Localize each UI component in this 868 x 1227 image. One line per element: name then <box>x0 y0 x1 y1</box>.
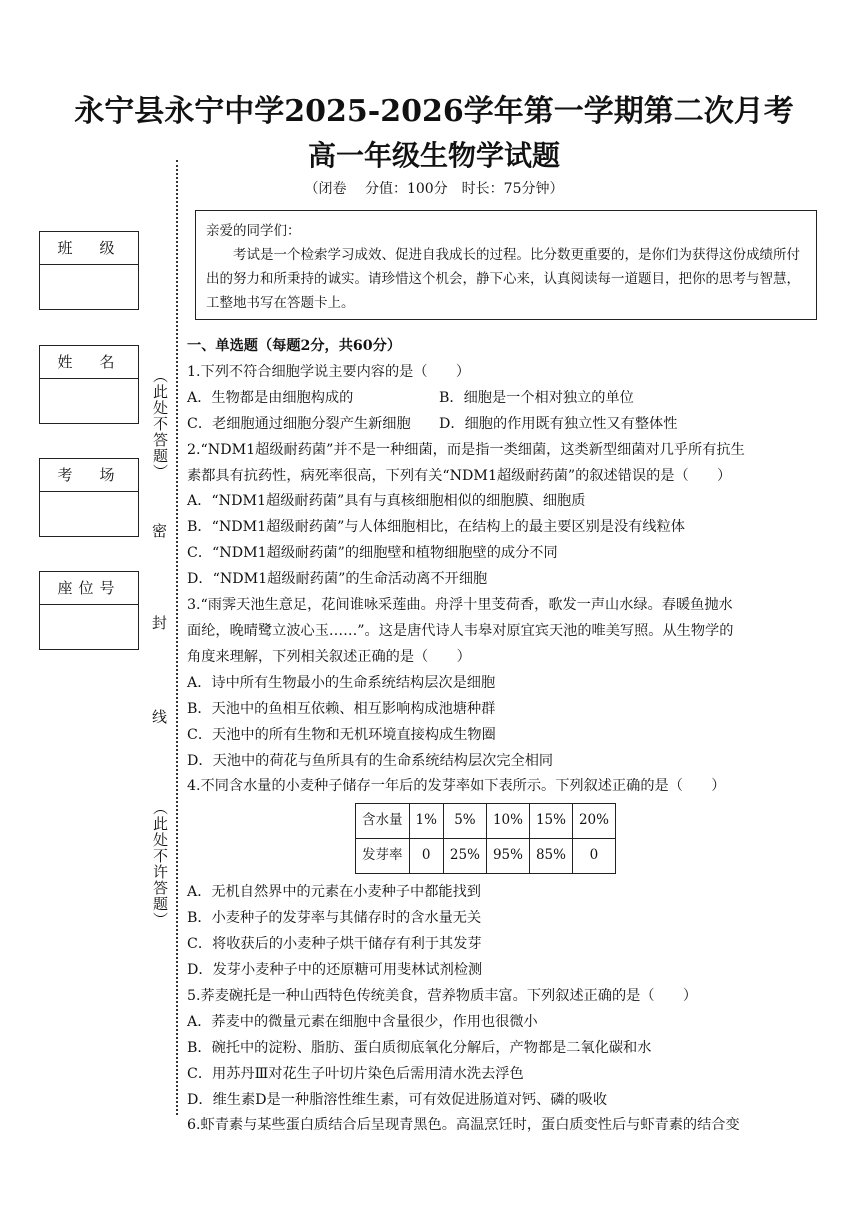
class-label: 班 级 <box>40 232 138 265</box>
seal-char-feng: 封 <box>152 614 168 632</box>
q5-stem: 5.荞麦碗托是一种山西特色传统美食，营养物质丰富。下列叙述正确的是（ ） <box>187 987 698 1004</box>
name-field[interactable] <box>40 379 138 423</box>
q3-stem-line1: 3.“雨霁天池生意足，花间谁咏采莲曲。舟浮十里芰荷香，歌发一声山水绿。春暖鱼抛水 <box>187 597 733 614</box>
q2-stem-line2: 素都具有抗药性，病死率很高，下列有关“NDM1超级耐药菌”的叙述错误的是（ ） <box>187 467 732 484</box>
seat-label: 座位号 <box>40 572 138 605</box>
seal-char-mi: 密 <box>152 522 168 540</box>
q5-option-d[interactable]: D．维生素D是一种脂溶性维生素，可有效促进肠道对钙、磷的吸收 <box>187 1091 608 1108</box>
table-cell: 发芽率 <box>356 839 410 874</box>
table-cell: 85% <box>529 839 572 874</box>
q1-option-c[interactable]: C．老细胞通过细胞分裂产生新细胞 <box>187 415 411 432</box>
table-row <box>356 839 616 874</box>
q4-option-b[interactable]: B．小麦种子的发芽率与其储存时的含水量无关 <box>187 910 482 927</box>
table-row <box>356 804 616 839</box>
questions-area <box>187 334 817 1139</box>
q3-option-c[interactable]: C．天池中的所有生物和无机环境直接构成生物圈 <box>187 726 496 743</box>
class-box <box>39 231 139 310</box>
q2-stem-line1: 2.“NDM1超级耐药菌”并不是一种细菌，而是指一类细菌，这类新型细菌对几乎所有抗生 <box>187 441 745 458</box>
seat-field[interactable] <box>40 605 138 649</box>
binding-dotted-line <box>176 160 178 1115</box>
q2-option-b[interactable]: B．“NDM1超级耐药菌”与人体细胞相比，在结构上的最主要区别是没有线粒体 <box>187 519 685 536</box>
exam-room-label: 考 场 <box>40 459 138 492</box>
q3-option-d[interactable]: D．天池中的荷花与鱼所具有的生命系统结构层次完全相同 <box>187 752 554 769</box>
table-cell: 25% <box>443 839 486 874</box>
q5-option-c[interactable]: C．用苏丹Ⅲ对花生子叶切片染色后需用清水洗去浮色 <box>187 1065 524 1082</box>
table-cell: 0 <box>572 839 615 874</box>
exam-subtitle: 高一年级生物学试题 <box>307 139 560 172</box>
q6-stem-line1: 6.虾青素与某些蛋白质结合后呈现青黑色。高温烹饪时，蛋白质变性后与虾青素的结合变 <box>187 1117 740 1134</box>
table-cell: 5% <box>443 804 486 839</box>
q3-stem-line3: 角度来理解，下列相关叙述正确的是（ ） <box>187 648 471 665</box>
q4-stem: 4.不同含水量的小麦种子储存一年后的发芽率如下表所示。下列叙述正确的是（ ） <box>187 778 726 795</box>
q4-option-c[interactable]: C．将收获后的小麦种子烘干储存有利于其发芽 <box>187 936 482 953</box>
q2-option-d[interactable]: D．“NDM1超级耐药菌”的生命活动离不开细胞 <box>187 571 488 588</box>
notice-box <box>195 210 817 320</box>
margin-note-top: （此处不答题） <box>151 368 169 480</box>
exam-room-box <box>39 458 139 537</box>
notice-body: 考试是一个检索学习成效、促进自我成长的过程。比分数更重要的，是你们为获得这份成绩所付出的努力和所秉持的诚实。请珍惜这个机会，静下心来，认真阅读每一道题目，把你的思考与智慧，工整地书写在答题卡上。 <box>206 247 800 311</box>
notice-greeting: 亲爱的同学们： <box>206 223 301 239</box>
q4-option-d[interactable]: D．发芽小麦种子中的还原糖可用斐林试剂检测 <box>187 962 483 979</box>
table-cell: 1% <box>409 804 443 839</box>
section-heading: 一、单选题（每题2分，共60分） <box>187 338 402 354</box>
q4-table <box>355 803 616 874</box>
q1-options-row2 <box>187 412 817 438</box>
q3-stem-line2: 面纶，晚晴鹭立波心玉……”。这是唐代诗人韦皋对原宜宾天池的唯美写照。从生物学的 <box>187 622 734 639</box>
name-box <box>39 345 139 424</box>
exam-title: 永宁县永宁中学2025-2026学年第一学期第二次月考 <box>74 94 794 129</box>
q3-option-b[interactable]: B．天池中的鱼相互依赖、相互影响构成池塘种群 <box>187 700 496 717</box>
seat-box <box>39 571 139 650</box>
table-cell: 10% <box>486 804 529 839</box>
q4-option-a[interactable]: A．无机自然界中的元素在小麦种子中都能找到 <box>187 884 481 901</box>
table-cell: 20% <box>572 804 615 839</box>
seal-char-xian: 线 <box>152 708 168 726</box>
q1-options-row1 <box>187 386 817 412</box>
name-label: 姓 名 <box>40 346 138 379</box>
table-cell: 含水量 <box>356 804 410 839</box>
q1-option-a[interactable]: A．生物都是由细胞构成的 <box>187 389 354 406</box>
table-cell: 0 <box>409 839 443 874</box>
exam-info: （闭卷 分值：100分 时长：75分钟） <box>304 181 564 197</box>
q2-option-a[interactable]: A．“NDM1超级耐药菌”具有与真核细胞相似的细胞膜、细胞质 <box>187 493 586 510</box>
q1-option-b[interactable]: B．细胞是一个相对独立的单位 <box>439 389 634 406</box>
q2-option-c[interactable]: C．“NDM1超级耐药菌”的细胞壁和植物细胞壁的成分不同 <box>187 545 558 562</box>
q1-stem: 1.下列不符合细胞学说主要内容的是（ ） <box>187 363 471 380</box>
q3-option-a[interactable]: A．诗中所有生物最小的生命系统结构层次是细胞 <box>187 674 496 691</box>
q1-option-d[interactable]: D．细胞的作用既有独立性又有整体性 <box>439 415 678 432</box>
q5-option-b[interactable]: B．碗托中的淀粉、脂肪、蛋白质彻底氧化分解后，产物都是二氧化碳和水 <box>187 1039 652 1056</box>
table-cell: 15% <box>529 804 572 839</box>
q5-option-a[interactable]: A．荞麦中的微量元素在细胞中含量很少，作用也很微小 <box>187 1013 538 1030</box>
margin-note-bottom: （此处不许答题） <box>151 800 169 928</box>
class-field[interactable] <box>40 265 138 309</box>
exam-room-field[interactable] <box>40 492 138 536</box>
table-cell: 95% <box>486 839 529 874</box>
